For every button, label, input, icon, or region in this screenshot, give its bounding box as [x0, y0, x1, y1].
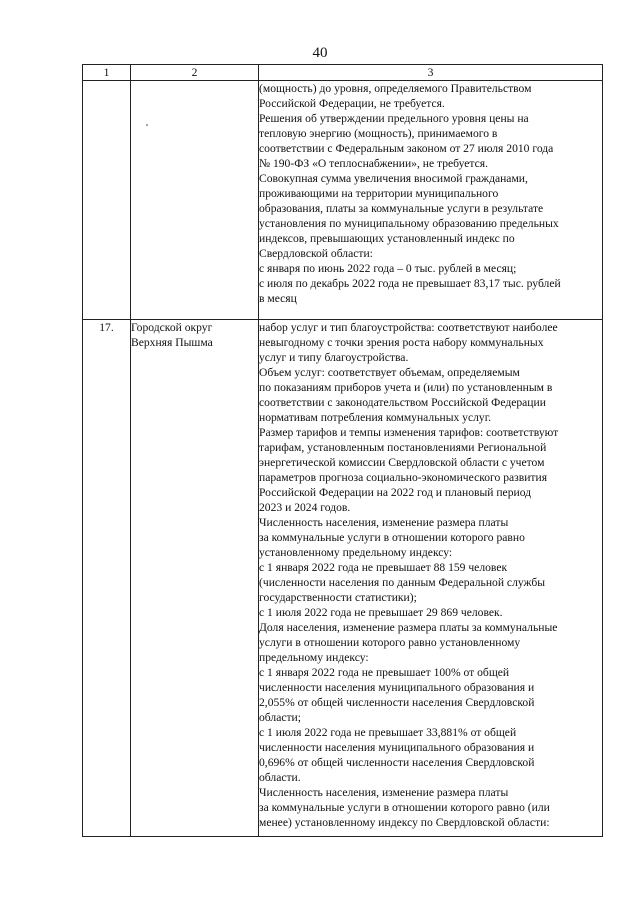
header-row	[83, 65, 603, 81]
text-line: невыгодному с точки зрения роста набору коммунальных	[259, 336, 544, 349]
text-line: тепловую энергию (мощность), принимаемого в	[259, 127, 498, 140]
cont-name-cell	[131, 81, 259, 320]
text-line: с июля по декабрь 2022 года не превышает 83,17 тыс. рублей	[259, 277, 561, 290]
text-line: Свердловской области:	[259, 247, 373, 260]
text-line: услуг и типу благоустройства.	[259, 351, 409, 364]
tariff-table	[82, 64, 603, 837]
text-line: Российской Федерации, не требуется.	[259, 97, 445, 110]
header-col-3: 3	[259, 65, 603, 81]
text-line: индексов, превышающих установленный индекс по	[259, 232, 515, 245]
text-line: по показаниям приборов учета и (или) по установленным в	[259, 381, 553, 394]
text-line: (мощность) до уровня, определяемого Правительством	[259, 82, 532, 95]
text-line: за коммунальные услуги в отношении которого равно (или	[259, 801, 550, 814]
text-line: 0,696% от общей численности населения Свердловской	[259, 756, 535, 769]
page-number: 40	[312, 45, 328, 61]
text-line: соответствии с законодательством Российской Федерации	[259, 396, 546, 409]
row-number: 17.	[83, 320, 131, 837]
text-line: Объем услуг: соответствует объемам, определяемым	[259, 366, 520, 379]
text-line: численности населения муниципального образования и	[259, 681, 535, 694]
text-line: 2023 и 2024 годов.	[259, 501, 351, 514]
text-line: соответствии с Федеральным законом от 27 июля 2010 года	[259, 142, 554, 155]
text-line: с 1 января 2022 года не превышает 88 159 человек	[259, 561, 508, 574]
text-line: с января по июнь 2022 года – 0 тыс. рублей в месяц;	[259, 262, 517, 275]
text-line: 2,055% от общей численности населения Свердловской	[259, 696, 535, 709]
text-line: проживающими на территории муниципального	[259, 187, 499, 200]
cont-text-cell	[259, 81, 603, 320]
name-line: Городской округ	[131, 321, 213, 334]
text-line: с 1 января 2022 года не превышает 100% от общей	[259, 666, 510, 679]
text-line: с 1 июля 2022 года не превышает 29 869 человек.	[259, 606, 503, 619]
text-line: численности населения муниципального образования и	[259, 741, 535, 754]
text-line: Размер тарифов и темпы изменения тарифов: соответствуют	[259, 426, 559, 439]
text-line: предельному индексу:	[259, 651, 369, 664]
text-line: № 190-ФЗ «О теплоснабжении», не требуется.	[259, 157, 488, 170]
text-line: тарифам, установленным постановлениями Региональной	[259, 441, 547, 454]
text-line: за коммунальные услуги в отношении которого равно	[259, 531, 525, 544]
header-col-2: 2	[131, 65, 259, 81]
header-col-1: 1	[83, 65, 131, 81]
text-line: услуги в отношении которого равно установленному	[259, 636, 521, 649]
text-line: параметров прогноза социально-экономического развития	[259, 471, 548, 484]
text-line: установления по муниципальному образованию предельных	[259, 217, 559, 230]
text-line: нормативам потребления коммунальных услуг.	[259, 411, 492, 424]
text-line: области.	[259, 771, 301, 784]
text-line: Численность населения, изменение размера платы	[259, 786, 509, 799]
text-line: Российской Федерации на 2022 год и плановый период	[259, 486, 532, 499]
municipality-name	[131, 320, 259, 837]
text-line: установленному предельному индексу:	[259, 546, 453, 559]
continuation-row	[83, 81, 603, 320]
text-line: области;	[259, 711, 301, 724]
table-row-17	[83, 320, 603, 837]
text-line: Численность населения, изменение размера платы	[259, 516, 509, 529]
name-line: Верхняя Пышма	[131, 336, 213, 349]
text-line: энергетической комиссии Свердловской области с учетом	[259, 456, 545, 469]
text-line: образования, платы за коммунальные услуги в результате	[259, 202, 544, 215]
row-17-text-cell	[259, 320, 603, 837]
text-line: в месяц	[259, 292, 297, 305]
cont-number-cell	[83, 81, 131, 320]
text-line: набор услуг и тип благоустройства: соответствуют наиболее	[259, 321, 558, 334]
text-line: менее) установленному индексу по Свердловской области:	[259, 816, 550, 829]
text-line: государственности статистики);	[259, 591, 417, 604]
text-line: (численности населения по данным Федеральной службы	[259, 576, 546, 589]
text-line: Совокупная сумма увеличения вносимой гражданами,	[259, 172, 528, 185]
text-line: с 1 июля 2022 года не превышает 33,881% от общей	[259, 726, 517, 739]
text-line: Решения об утверждении предельного уровня цены на	[259, 112, 529, 125]
text-line: Доля населения, изменение размера платы за коммунальные	[259, 621, 558, 634]
